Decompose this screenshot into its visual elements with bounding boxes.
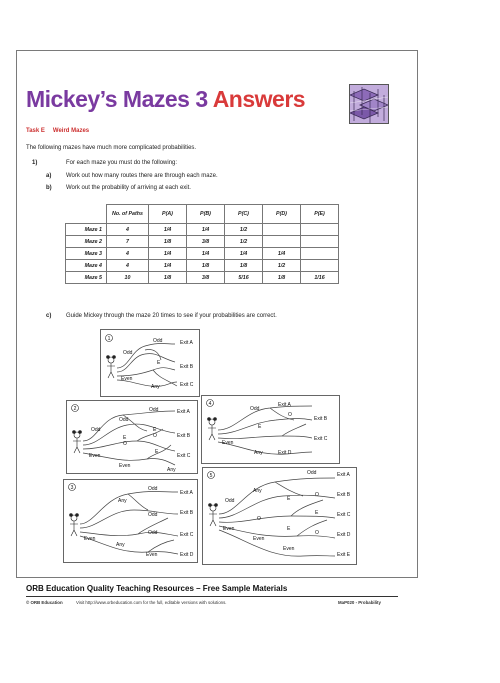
maze-4 — [201, 395, 340, 464]
maze-label: Even — [84, 536, 96, 542]
question-number: 1) — [32, 160, 38, 166]
maze-label: Odd — [225, 498, 235, 504]
table-cell: 1/2 — [225, 236, 263, 248]
table-header-cell: No. of Paths — [107, 205, 149, 224]
table-row — [66, 248, 339, 260]
maze-label: Odd — [250, 406, 260, 412]
question-text: For each maze you must do the following: — [66, 160, 178, 166]
maze-paths — [218, 406, 312, 454]
maze-number: 2 — [73, 405, 77, 412]
maze-exit-label: Exit B — [180, 510, 194, 516]
maze-label: Even — [119, 463, 131, 469]
table-cell: 10 — [107, 272, 149, 284]
maze-exit-label: Exit B — [180, 364, 194, 370]
maze-5 — [202, 467, 357, 565]
maze-label: Any — [254, 450, 263, 456]
maze-paths — [80, 492, 178, 555]
maze-label: Odd — [148, 512, 158, 518]
maze-label: Any — [116, 542, 125, 548]
table-cell — [301, 248, 339, 260]
table-row — [66, 260, 339, 272]
maze-exit-label: Exit B — [177, 433, 191, 439]
maze-label: Even — [146, 552, 158, 558]
table-cell: 1/4 — [149, 248, 187, 260]
maze-3 — [63, 479, 198, 563]
maze-label: Odd — [149, 407, 159, 413]
maze-label: Even — [223, 526, 235, 532]
maze-exit-label: Exit A — [180, 340, 193, 346]
footer-copyright: © ORB Education — [26, 600, 63, 605]
table-cell: 1/4 — [263, 248, 301, 260]
table-header-cell: P(E) — [301, 205, 339, 224]
maze-exit-label: Exit C — [180, 532, 194, 538]
maze-label: Odd — [148, 530, 158, 536]
maze-exit-label: Exit B — [337, 492, 351, 498]
maze-label: Any — [151, 384, 160, 390]
table-cell: 1/4 — [225, 248, 263, 260]
maze-label: O — [257, 516, 261, 522]
table-row — [66, 224, 339, 236]
table-cell: 1/4 — [149, 260, 187, 272]
maze-label: Even — [121, 376, 133, 382]
table-cell — [263, 236, 301, 248]
maze-logo-image — [349, 84, 389, 124]
task-heading: Task E Weird Mazes — [26, 128, 90, 134]
maze-label: E — [287, 496, 291, 502]
maze-number: 1 — [107, 335, 111, 342]
table-cell: 1/8 — [149, 236, 187, 248]
maze-exit-label: Exit C — [337, 512, 351, 518]
maze-label: Odd — [307, 470, 317, 476]
footer-code: MaP020 - Probability — [338, 600, 381, 605]
table-cell: 3/8 — [187, 236, 225, 248]
maze-label: E — [287, 526, 291, 532]
maze-label: O — [315, 492, 319, 498]
table-cell: Maze 4 — [66, 260, 107, 272]
table-cell: 1/8 — [225, 260, 263, 272]
maze-label: E — [155, 449, 159, 455]
maze-number: 5 — [209, 472, 213, 479]
table-cell: 4 — [107, 260, 149, 272]
maze-label: Odd — [91, 427, 101, 433]
maze-number: 3 — [70, 484, 74, 491]
mickey-figure-icon — [73, 431, 82, 454]
footer-title: ORB Education Quality Teaching Resources – Free Sample Materials — [26, 584, 288, 593]
table-cell: 1/4 — [187, 248, 225, 260]
maze-label: Any — [253, 488, 262, 494]
item-b-text: Work out the probability of arriving at each exit. — [66, 185, 191, 191]
maze-label: E — [315, 510, 319, 516]
table-cell: 1/4 — [187, 224, 225, 236]
maze-exit-label: Exit B — [314, 416, 328, 422]
maze-label: E — [258, 424, 262, 430]
maze-exit-label: Exit A — [337, 472, 350, 478]
item-c-letter: c) — [46, 313, 52, 319]
item-a-letter: a) — [46, 173, 52, 179]
table-cell: 4 — [107, 248, 149, 260]
mickey-figure-icon — [208, 418, 217, 441]
maze-label: Even — [222, 440, 234, 446]
table-cell: 4 — [107, 224, 149, 236]
maze-label: O — [153, 433, 157, 439]
table-cell: Maze 3 — [66, 248, 107, 260]
maze-exit-label: Exit C — [180, 382, 194, 388]
table-cell: 1/8 — [263, 272, 301, 284]
maze-exit-label: Exit E — [337, 552, 351, 558]
maze-exit-label: Exit D — [278, 450, 292, 456]
table-row — [66, 272, 339, 284]
maze-exit-label: Exit D — [180, 552, 194, 558]
table-cell — [301, 224, 339, 236]
table-cell — [301, 260, 339, 272]
maze-label: Even — [253, 536, 265, 542]
table-cell: 1/8 — [149, 272, 187, 284]
maze-exit-label: Exit C — [314, 436, 328, 442]
table-cell: Maze 5 — [66, 272, 107, 284]
maze-exit-label: Exit D — [337, 532, 351, 538]
table-header-cell: P(B) — [187, 205, 225, 224]
maze-paths — [219, 478, 335, 556]
footer-visit-link[interactable]: Visit http://www.orbeducation.com for the full, editable versions with solutions. — [76, 600, 227, 605]
maze-label: Any — [118, 498, 127, 504]
maze-exit-label: Exit A — [278, 402, 291, 408]
maze-2 — [66, 400, 198, 474]
probability-table — [65, 204, 339, 284]
table-cell — [263, 224, 301, 236]
table-cell: 1/16 — [301, 272, 339, 284]
maze-label: O — [123, 441, 127, 447]
table-cell: 5/16 — [225, 272, 263, 284]
maze-label: Even — [89, 453, 101, 459]
maze-label: E — [123, 435, 127, 441]
mickey-figure-icon — [107, 356, 116, 379]
table-cell: 1/4 — [149, 224, 187, 236]
table-header-cell: P(C) — [225, 205, 263, 224]
intro-text: The following mazes have much more complicated probabilities. — [26, 145, 197, 151]
table-header-cell: P(D) — [263, 205, 301, 224]
table-header-row — [66, 205, 339, 224]
maze-label: Even — [283, 546, 295, 552]
table-row — [66, 236, 339, 248]
table-cell: 1/2 — [263, 260, 301, 272]
maze-label: O — [315, 530, 319, 536]
maze-label: E — [157, 360, 161, 366]
table-cell: Maze 2 — [66, 236, 107, 248]
table-cell: 3/8 — [187, 272, 225, 284]
maze-label: Odd — [148, 486, 158, 492]
item-c-text: Guide Mickey through the maze 20 times to see if your probabilities are correct. — [66, 313, 277, 319]
table-cell — [301, 236, 339, 248]
maze-1 — [100, 329, 200, 397]
maze-label: Odd — [119, 417, 129, 423]
maze-label: Odd — [123, 350, 133, 356]
maze-exit-label: Exit A — [177, 409, 190, 415]
mickey-figure-icon — [70, 514, 79, 537]
footer-divider — [26, 596, 398, 597]
mickey-figure-icon — [209, 504, 218, 527]
page-title: Mickey’s Mazes 3 Answers — [26, 86, 306, 112]
maze-label: Odd — [153, 338, 163, 344]
table-cell: 1/8 — [187, 260, 225, 272]
maze-label: Any — [167, 467, 176, 473]
table-cell: 7 — [107, 236, 149, 248]
item-b-letter: b) — [46, 185, 52, 191]
maze-exit-label: Exit C — [177, 453, 191, 459]
table-header-cell — [66, 205, 107, 224]
maze-label: O — [288, 412, 292, 418]
maze-exit-label: Exit A — [180, 490, 193, 496]
table-header-cell: P(A) — [149, 205, 187, 224]
table-cell: Maze 1 — [66, 224, 107, 236]
table-cell: 1/2 — [225, 224, 263, 236]
maze-number: 4 — [208, 400, 212, 407]
item-a-text: Work out how many routes there are through each maze. — [66, 173, 218, 179]
maze-label: E — [153, 427, 157, 433]
